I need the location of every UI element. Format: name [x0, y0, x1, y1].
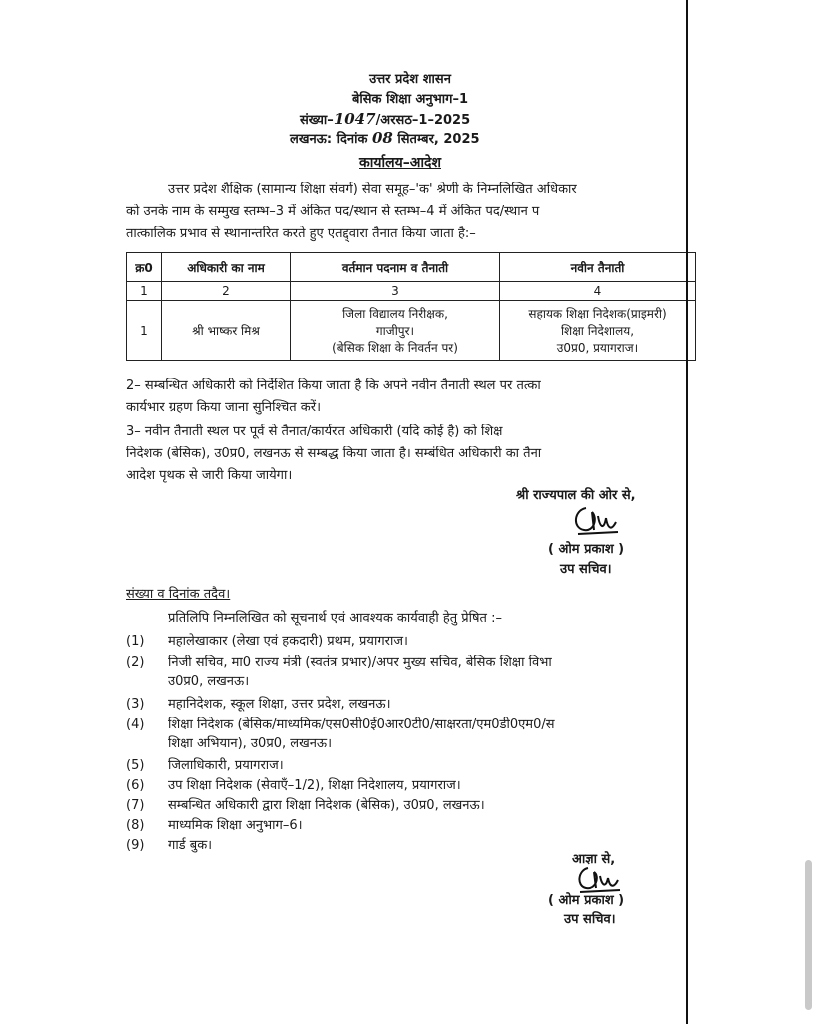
colnum-4: 4 — [500, 282, 696, 301]
colnum-2: 2 — [162, 282, 291, 301]
table-header-row — [127, 253, 696, 282]
list-item-num: (8) — [126, 818, 145, 833]
col-header-new: नवीन तैनाती — [500, 253, 696, 282]
para2-line-1: 2– सम्बन्धित अधिकारी को निर्देशित किया जाता है कि अपने नवीन तैनाती स्थल पर तत्का — [126, 378, 541, 393]
list-item-cont: शिक्षा अभियान), उ0प्र0, लखनऊ। — [168, 736, 333, 751]
signature-1-mark — [568, 500, 628, 540]
page-edge-line — [686, 0, 688, 1024]
sig2-by-order: आज्ञा से, — [572, 852, 616, 867]
colnum-1: 1 — [127, 282, 162, 301]
list-item-num: (7) — [126, 798, 145, 813]
sig1-on-behalf: श्री राज्यपाल की ओर से, — [516, 488, 636, 503]
signature-2-mark — [572, 862, 632, 896]
row-current-posting — [291, 301, 500, 361]
new-line-1: सहायक शिक्षा निदेशक(प्राइमरी) — [528, 307, 667, 321]
current-line-2: गाजीपुर। — [375, 324, 415, 338]
number-suffix: /अरसठ–1–2025 — [375, 113, 471, 128]
row-sn: 1 — [127, 301, 162, 361]
header-date — [290, 130, 480, 148]
header-number — [300, 111, 470, 129]
transfer-table — [126, 252, 696, 361]
list-item-num: (4) — [126, 717, 145, 732]
header-govt: उत्तर प्रदेश शासन — [369, 72, 451, 87]
scrollbar-thumb[interactable] — [805, 860, 812, 1010]
intro-line-3: तात्कालिक प्रभाव से स्थानान्तरित करते हुए एतद्द्वारा तैनात किया जाता है:– — [126, 226, 476, 241]
list-item: जिलाधिकारी, प्रयागराज। — [168, 758, 284, 773]
sig1-designation: उप सचिव। — [560, 562, 612, 577]
list-item: शिक्षा निदेशक (बेसिक/माध्यमिक/एस0सी0ई0आर0टी0/साक्षरता/एम0डी0एम0/स — [168, 717, 555, 732]
list-item: महालेखाकार (लेखा एवं हकदारी) प्रथम, प्रयागराज। — [168, 634, 408, 649]
list-item-num: (5) — [126, 758, 145, 773]
copy-intro: प्रतिलिपि निम्नलिखित को सूचनार्थ एवं आवश्यक कार्यवाही हेतु प्रेषित :– — [168, 611, 502, 626]
number-handwritten: 1047 — [333, 110, 376, 128]
row-name: श्री भाष्कर मिश्र — [162, 301, 291, 361]
date-handwritten: 08 — [371, 129, 393, 147]
date-prefix: लखनऊ: दिनांक — [290, 132, 368, 147]
list-item: माध्यमिक शिक्षा अनुभाग–6। — [168, 818, 303, 833]
intro-line-2: को उनके नाम के सम्मुख स्तम्भ–3 में अंकित पद/स्थान से स्तम्भ–4 में अंकित पद/स्थान प — [126, 204, 540, 219]
list-item-cont: उ0प्र0, लखनऊ। — [168, 674, 250, 689]
table-row — [127, 301, 696, 361]
sig2-designation: उप सचिव। — [564, 912, 616, 927]
list-item: महानिदेशक, स्कूल शिक्षा, उत्तर प्रदेश, लखनऊ। — [168, 697, 391, 712]
copy-ref: संख्या व दिनांक तदैव। — [126, 587, 231, 602]
col-header-name: अधिकारी का नाम — [162, 253, 291, 282]
list-item-num: (9) — [126, 838, 145, 853]
list-item-num: (1) — [126, 634, 145, 649]
list-item: सम्बन्धित अधिकारी द्वारा शिक्षा निदेशक (बेसिक), उ0प्र0, लखनऊ। — [168, 798, 485, 813]
date-suffix: सितम्बर, 2025 — [397, 132, 480, 147]
new-line-2: शिक्षा निदेशालय, — [560, 324, 635, 338]
sig1-name: ( ओम प्रकाश ) — [548, 542, 625, 557]
list-item: गार्ड बुक। — [168, 838, 213, 853]
number-prefix: संख्या– — [300, 113, 334, 128]
order-title: कार्यालय–आदेश — [359, 155, 441, 171]
list-item-num: (2) — [126, 655, 145, 670]
list-item-num: (3) — [126, 697, 145, 712]
current-line-1: जिला विद्यालय निरीक्षक, — [342, 307, 448, 321]
col-header-sn: क्र0 — [127, 253, 162, 282]
col-header-current: वर्तमान पदनाम व तैनाती — [291, 253, 500, 282]
new-line-3: उ0प्र0, प्रयागराज। — [556, 341, 639, 355]
list-item: निजी सचिव, मा0 राज्य मंत्री (स्वतंत्र प्रभार)/अपर मुख्य सचिव, बेसिक शिक्षा विभा — [168, 655, 552, 670]
intro-line-1: उत्तर प्रदेश शैक्षिक (सामान्य शिक्षा संवर्ग) सेवा समूह–'क' श्रेणी के निम्नलिखित अधिकार — [168, 182, 577, 197]
header-section: बेसिक शिक्षा अनुभाग–1 — [351, 92, 469, 107]
colnum-3: 3 — [291, 282, 500, 301]
list-item-num: (6) — [126, 778, 145, 793]
table-colnum-row — [127, 282, 696, 301]
para3-line-2: निदेशक (बेसिक), उ0प्र0, लखनऊ से सम्बद्ध किया जाता है। सम्बंधित अधिकारी का तैना — [126, 446, 542, 461]
sig2-name: ( ओम प्रकाश ) — [548, 893, 625, 908]
current-line-3: (बेसिक शिक्षा के निवर्तन पर) — [332, 341, 458, 355]
list-item: उप शिक्षा निदेशक (सेवाएँ–1/2), शिक्षा निदेशालय, प्रयागराज। — [168, 778, 461, 793]
row-new-posting — [500, 301, 696, 361]
para3-line-1: 3– नवीन तैनाती स्थल पर पूर्व से तैनात/कार्यरत अधिकारी (यदि कोई है) को शिक्ष — [126, 424, 503, 439]
para2-line-2: कार्यभार ग्रहण किया जाना सुनिश्चित करें। — [126, 400, 322, 415]
para3-line-3: आदेश पृथक से जारी किया जायेगा। — [126, 468, 293, 483]
